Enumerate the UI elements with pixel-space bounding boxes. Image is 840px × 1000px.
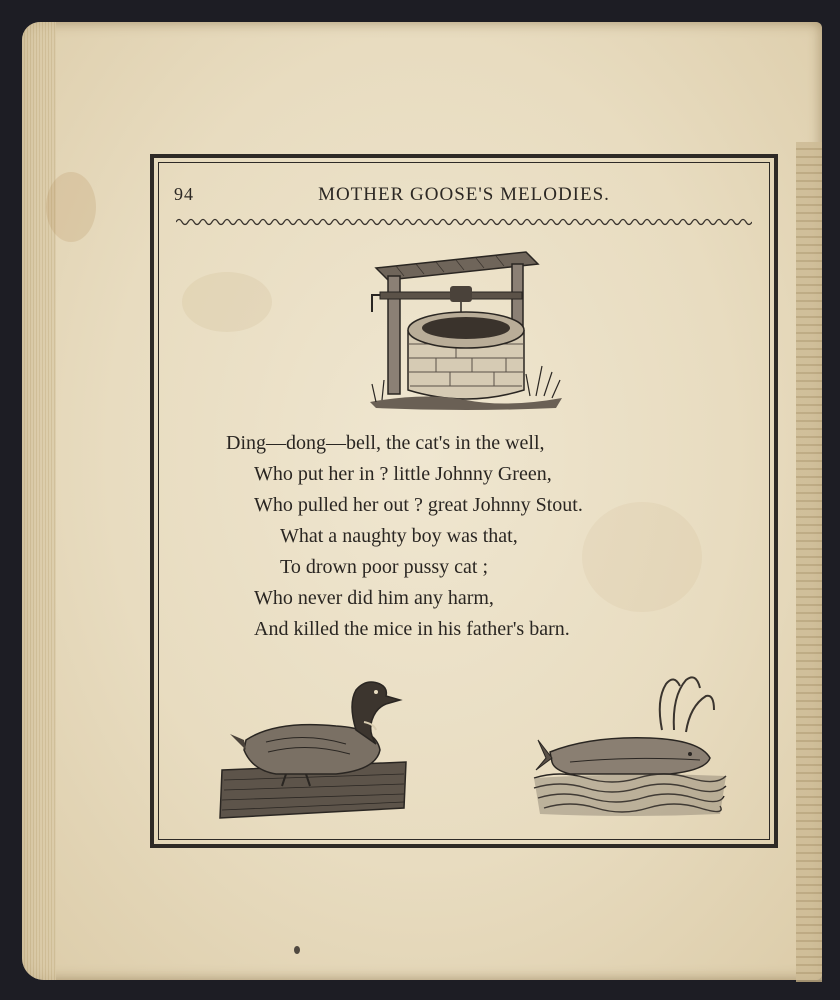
page-header xyxy=(154,178,774,208)
ink-speck xyxy=(294,946,300,954)
poem-line: Who pulled her out ? great Johnny Stout. xyxy=(254,494,583,516)
page-border-frame xyxy=(150,154,778,848)
poem-line: Ding—dong—bell, the cat's in the well, xyxy=(226,432,545,454)
page-number: 94 xyxy=(174,184,194,204)
poem-line: Who put her in ? little Johnny Green, xyxy=(254,463,552,485)
page-edges xyxy=(22,22,56,980)
poem-line: And killed the mice in his father's barn. xyxy=(254,618,570,640)
whale-icon xyxy=(530,666,730,826)
book-binding xyxy=(796,142,822,982)
running-head: MOTHER GOOSE'S MELODIES. xyxy=(318,184,610,205)
poem-line: Who never did him any harm, xyxy=(254,587,494,609)
poem-text xyxy=(226,428,746,645)
duck-icon xyxy=(216,670,416,830)
wavy-rule xyxy=(176,216,752,228)
poem-line: To drown poor pussy cat ; xyxy=(280,556,489,578)
book-page xyxy=(22,22,822,980)
foxing-stain xyxy=(46,172,96,242)
well-icon xyxy=(366,240,566,420)
poem-line: What a naughty boy was that, xyxy=(280,525,518,547)
